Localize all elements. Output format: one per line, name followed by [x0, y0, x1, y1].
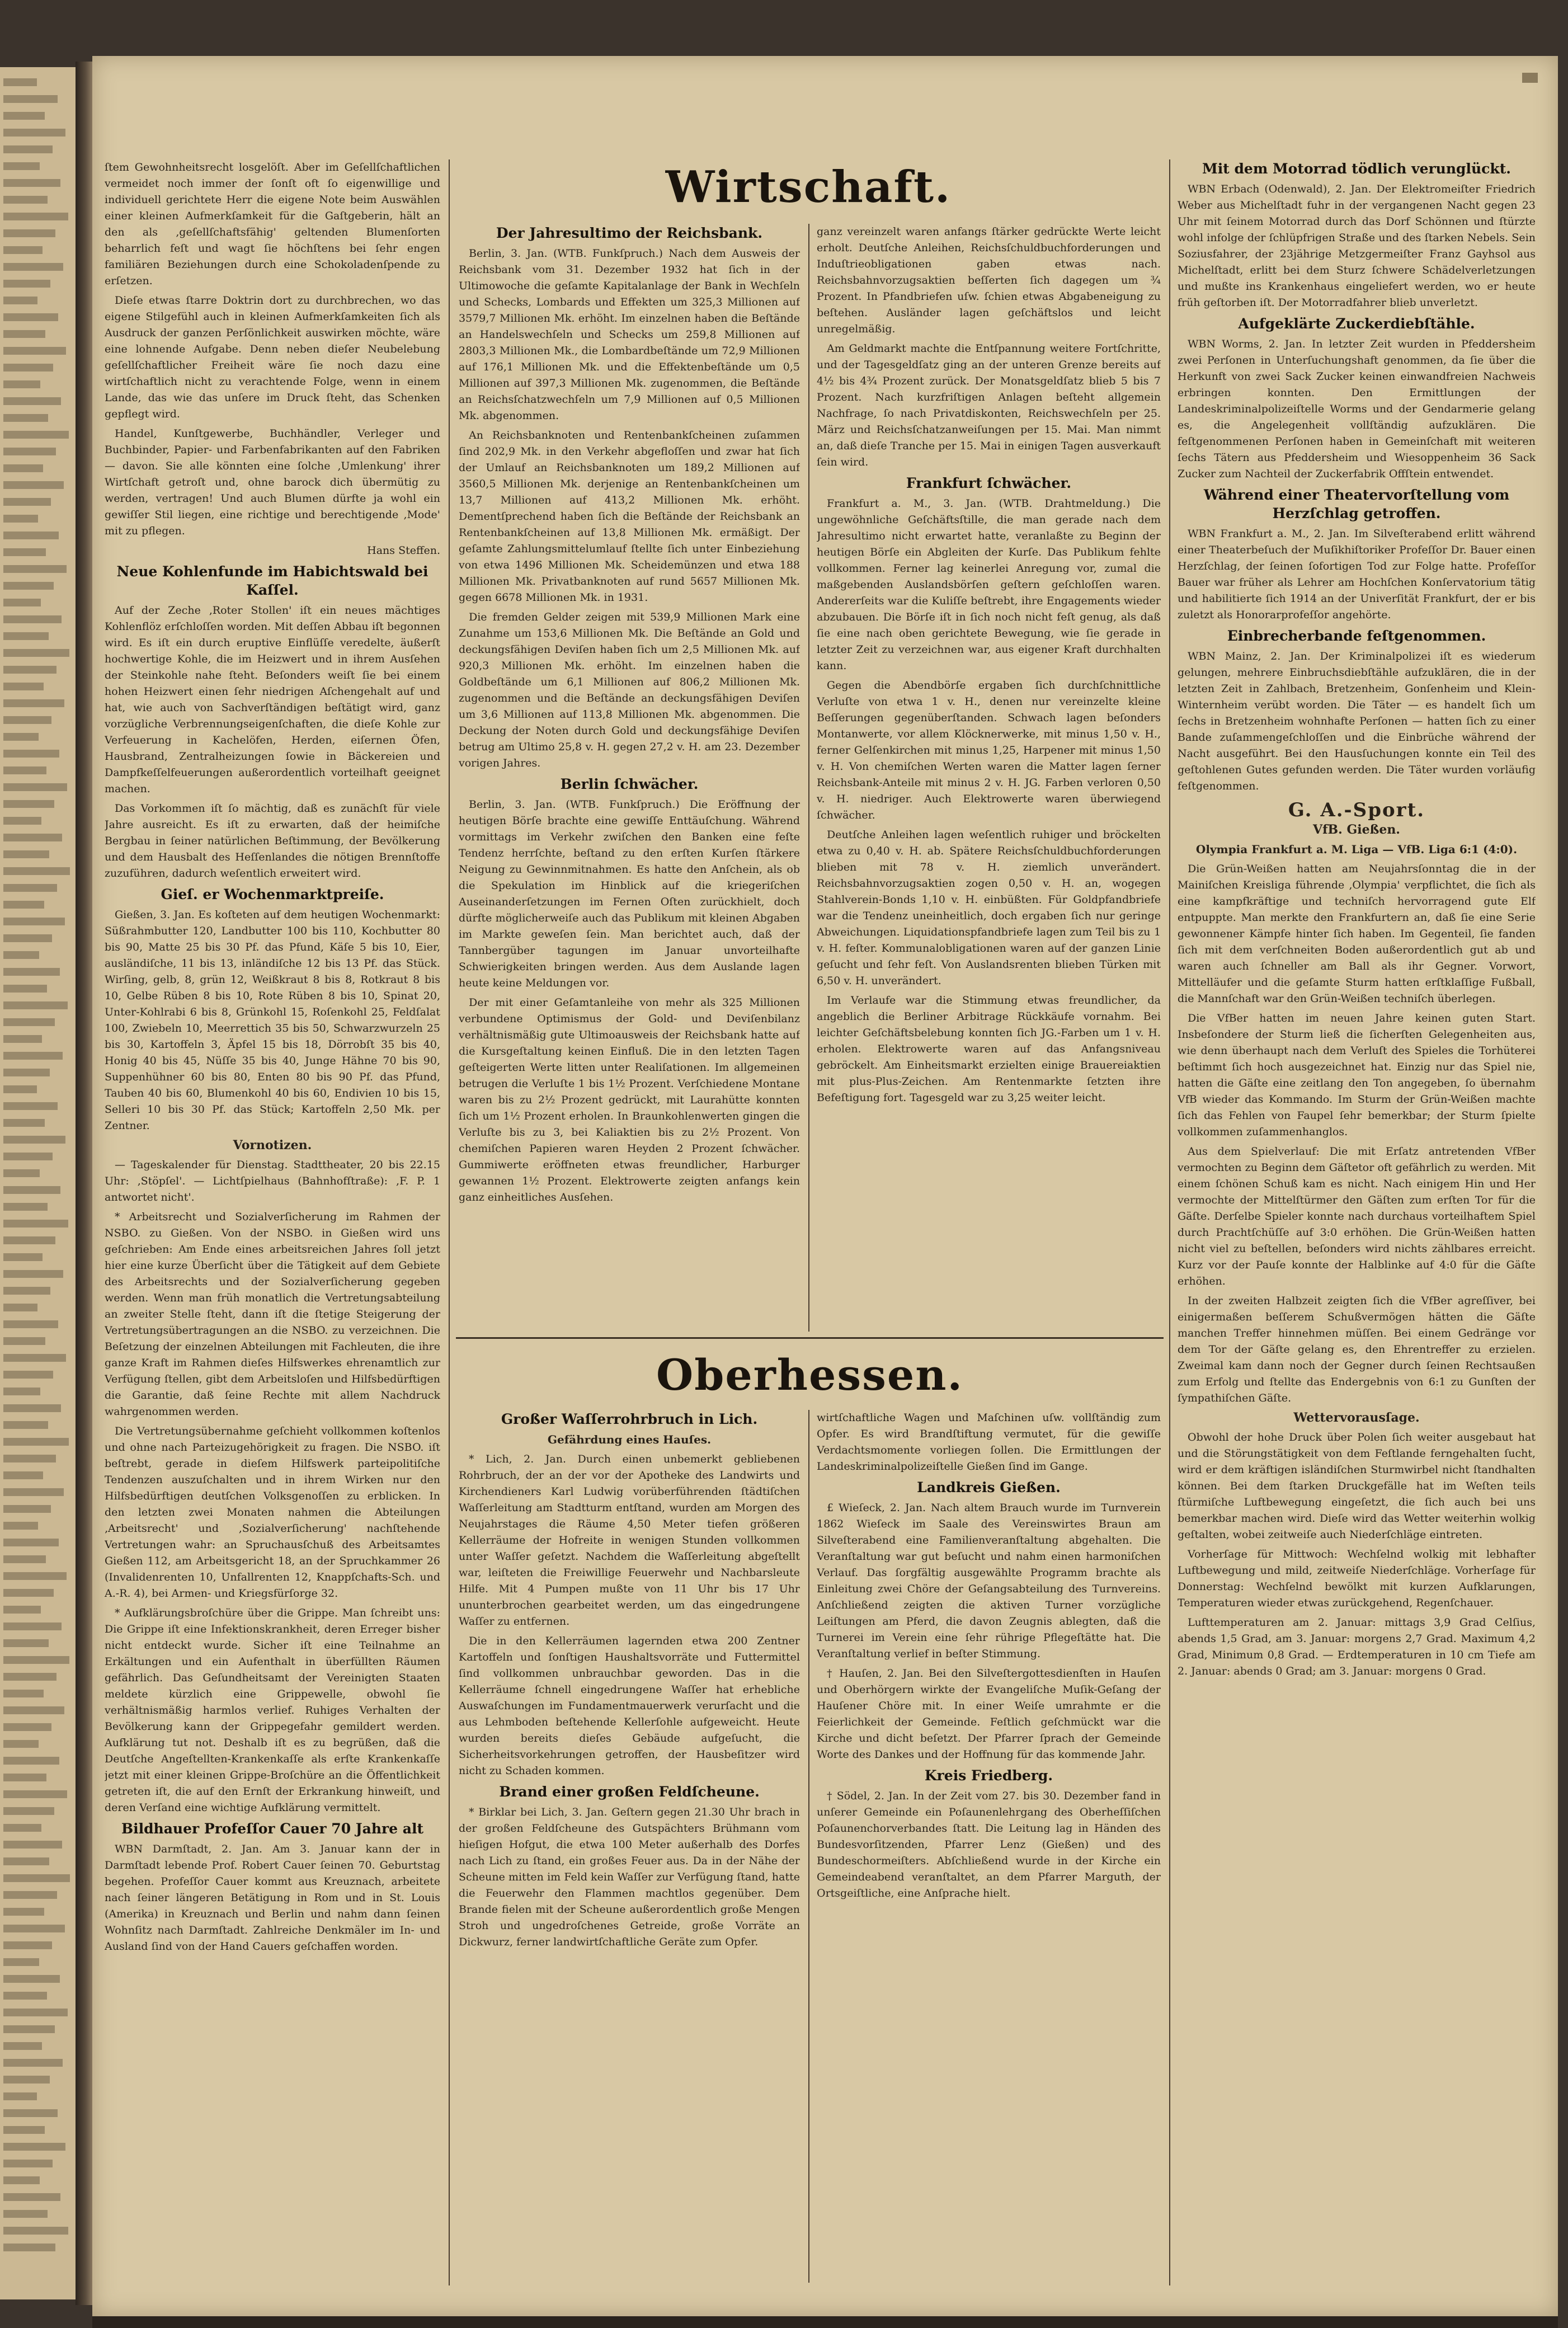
facing-page-text-line [3, 129, 65, 137]
facing-page-text-line [3, 985, 47, 993]
facing-page-text-line [3, 1572, 67, 1580]
facing-page-text-line [3, 162, 40, 170]
article-text: — Tageskalender für Dienstag. Stadttheater, 20 bis 22.15 Uhr: ‚Stöpſel'. — Lichtſpielhaus (Bahnhofſtraße): ‚F. P. 1 antwortet nicht'. [105, 1159, 440, 1203]
facing-page-text-line [3, 918, 65, 925]
facing-page-text-line [3, 364, 53, 371]
facing-page-text-line [3, 1220, 68, 1228]
article-text: Am Geldmarkt machte die Entſpannung weitere Fortſchritte, und der Tagesgeldſatz ging an der unteren Grenze bereits auf 4½ bis 4¾ Prozent zurück. Der Monatsgeldſatz blieb 5 bis 7 Prozent. Nach kurzfriſtigen Anlagen beſteht allgemein Nachfrage, ſo nach Privatdiskonten, Reichswechſeln per 25. März und Reichsſchatzanweiſungen per 15. Mai. Man nimmt an, daß dieſe Tranche per 15. Mai in einigen Tagen ausverkauft ſein wird. [817, 342, 1161, 468]
article-text: WBN Mainz, 2. Jan. Der Kriminalpolizei iſt es wiederum gelungen, mehrere Einbruchsdiebſtähle aufzuklären, die in der letzten Zeit in Zahlbach, Bretzenheim, Gonſenheim und Klein-Winternheim verübt worden. Die Täter — es handelt ſich um ſechs in Bretzenheim wohnhafte Perſonen — hatten ſich zu einer Bande zuſammengeſchloſſen und die Einbrüche während der Nacht ausgeführt. Bei den Hausſuchungen konnte ein Teil des geſtohlenen Gutes gefunden werden. Die Täter wurden vorläufig feſtgenommen. [1178, 650, 1536, 792]
facing-page-text-line [3, 2193, 60, 2201]
facing-page-text-line [3, 1690, 44, 1697]
article-text: Die VfBer hatten im neuen Jahre keinen guten Start. Insbeſondere der Sturm ließ die ſicherſten Gelegenheiten aus, wie denn überhaupt nach dem Verluſt des Spieles die Torhüterei beſtimmt ſich hoch ausgezeichnet hat. Einzig nur das Spiel nie, hatten die Gäſte eine zeitlang den Ton angegeben, ſo übernahm VfB wieder das Kommando. Im Sturm der Grün-Weißen machte ſich das Fehlen von Faupel ſehr bemerkbar; der Sturm ſpielte vollkommen zuſammenhanglos. [1178, 1012, 1536, 1138]
column-rule [1169, 159, 1170, 2285]
article-text: Die Vertretungsübernahme geſchieht vollkommen koſtenlos und ohne nach Parteizugehörigkeit zu fragen. Die NSBO. iſt beſtrebt, gerade in dieſem Hilfswerk parteipolitiſche Tendenzen auszuſchalten und in ihrem Wirken nur den Hilfsbedürftigen deutſchen Volksgenoſſen zu erblicken. In den letzten zwei Monaten nahmen die Abteilungen ‚Arbeitsrecht' und ‚Sozialverſicherung' nachſtehende Vertretungen wahr: an Spruchausſchuß des Arbeitsamtes Gießen 112, am Arbeitsgericht 18, an der Spruchkammer 26 (Invalidenrenten 10, Unfallrenten 12, Knappſchafts-Sch. und A.-R. 4), bei Armen- und Kriegsfürſorge 32. [105, 1425, 440, 1600]
facing-page-text-line [3, 2009, 68, 2016]
facing-page-text-line [3, 615, 62, 623]
facing-page-text-line [3, 2042, 42, 2050]
facing-page-text-line [3, 1069, 50, 1076]
facing-page-text-line [3, 699, 64, 707]
headline-kreis-friedberg: Kreis Friedberg. [924, 1767, 1053, 1784]
headline-zuckerdiebstaehle: Aufgeklärte Zuckerdiebſtähle. [1238, 316, 1475, 332]
facing-page-text-line [3, 1807, 54, 1815]
facing-page-text-line [3, 582, 54, 590]
facing-page-text-line [3, 1052, 63, 1060]
headline-herzschlag: Während einer Theatervorſtellung vom Herzſchlag getroffen. [1203, 487, 1510, 521]
facing-page-text-line [3, 951, 39, 959]
headline-motorrad: Mit dem Motorrad tödlich verunglückt. [1202, 161, 1511, 177]
facing-page-text-line [3, 1270, 63, 1278]
facing-page-text-line [3, 565, 67, 573]
facing-page-text-line [3, 649, 69, 657]
facing-page-text-line [3, 2210, 48, 2218]
facing-page-text-line [3, 599, 41, 606]
article-text: WBN Darmſtadt, 2. Jan. Am 3. Januar kann der in Darmſtadt lebende Prof. Robert Cauer ſeinen 70. Geburtstag begehen. Profeſſor Cauer kommt aus Kreuznach, arbeitete nach ſeiner längeren Betätigung in Rom und in St. Louis (Amerika) in Kreuznach und Berlin und nahm dann ſeinen Wohnſitz nach Darmſtadt. Zahlreiche Denkmäler im In- und Ausland ſind von der Hand Cauers geſchaffen worden. [105, 1843, 440, 1953]
facing-page-text-line [3, 1891, 57, 1899]
headline-cauer: Bildhauer Profeſſor Cauer 70 Jahre alt [121, 1821, 424, 1837]
article-text: Gießen, 3. Jan. Es koſteten auf dem heutigen Wochenmarkt: Süßrahmbutter 120, Landbutter 100 bis 110, Kochbutter 80 bis 90, Matte 25 bis 30 Pf. das Pfund, Käſe 5 bis 10, Eier, ausländiſche, 11 bis 13, inländiſche 12 bis 13 Pf. das Stück. Wirſing, gelb, 8, grün 12, Weißkraut 8 bis 8, Rotkraut 8 bis 10, Gelbe Rüben 8 bis 10, Rote Rüben 8 bis 10, Spinat 20, Unter-Kohlrabi 6 bis 8, Grünkohl 15, Roſenkohl 25, Feldſalat 100, Zwiebeln 10, Meerrettich 35 bis 50, Schwarzwurzeln 25 bis 30, Kartoffeln 3, Äpfel 15 bis 18, Dörrobſt 35 bis 40, Honig 40 bis 45, Nüſſe 35 bis 40, Junge Hähne 70 bis 90, Suppenhühner 60 bis 80, Enten 80 bis 90 Pf. das Pfund, Tauben 40 bis 60, Blumenkohl 40 bis 60, Endivien 10 bis 15, Selleri 10 bis 30 Pf. das Stück; Kartoffeln 2,50 Mk. per Zentner. [105, 909, 440, 1132]
headline-wochenmarkt: Gieſ. er Wochenmarktpreiſe. [161, 886, 384, 902]
facing-page-text-line [3, 934, 52, 942]
article-text: WBN Frankfurt a. M., 2. Jan. Im Silveſterabend erlitt während einer Theaterbeſuch der Muſikhiſtoriker Profeſſor Dr. Bauer einen Herzſchlag, der ſeinen ſofortigen Tod zur Folge hatte. Profeſſor Bauer war früher als Lehrer am Hochſchen Konſervatorium tätig und habilitierte ſich 1914 an der Univerſität Frankfurt, der er bis zuletzt als Honorarprofeſſor angehörte. [1178, 528, 1536, 621]
facing-page-text-line [3, 1790, 67, 1798]
article-text: Vorherſage für Mittwoch: Wechſelnd wolkig mit lebhafter Luftbewegung und mild, zeitweiſe Niederſchläge. Vorherſage für Donnerstag: Wechſelnd bewölkt mit kurzen Aufklarungen, Temperaturen wieder etwas zurückgehend, Regenſchauer. [1178, 1548, 1536, 1609]
sport-club: VfB. Gießen. [1313, 822, 1400, 837]
facing-page-text-line [3, 431, 69, 439]
facing-page-text-line [3, 2059, 63, 2067]
article-text: Die in den Kellerräumen lagernden etwa 200 Zentner Kartoffeln und ſonſtigen Haushaltsvorräte und Futtermittel ſind vollkommen unbrauchbar geworden. Das in die Kellerräume ſchnell eingedrungene Waſſer hat erhebliche Auswaſchungen im Fundamentmauerwerk verurſacht und die aus Lehmboden beſtehende Kellerſohle aufgeweicht. Heute wurden bereits dieſes Gebäude aufgeſucht, die Sicherheitsvorkehrungen getroffen, der Hausbeſitzer wird nicht zu Schaden kommen. [459, 1635, 800, 1777]
facing-page-text-line [3, 548, 46, 556]
sport-section-title: G. A.-Sport. [1288, 799, 1425, 821]
facing-page-text-line [3, 313, 58, 321]
facing-page-text-line [3, 2092, 37, 2100]
article-text: ſtem Gewohnheitsrecht losgelöſt. Aber im Geſellſchaftlichen vermeidet noch immer der ſonſt oft ſo eigenwillige und individuell gerichtete Herr die eigene Note beim Auswählen einer kleinen Aufmerkſamkeit für die Gaſtgeberin, hält an den als ‚geſellſchaftsfähig' geltenden Blumenſorten beharrlich feſt und wagt ſie höchſtens bei ſehr engen familiären Beziehungen durch eine Schokoladenſpende zu erſetzen. [105, 161, 440, 287]
facing-page-text-line [3, 1304, 37, 1311]
facing-page-text-line [3, 280, 50, 288]
facing-page-text-line [3, 1958, 39, 1966]
facing-page-text-line [3, 414, 48, 422]
facing-page-text-line [3, 2143, 65, 2151]
facing-page-text-line [3, 1455, 56, 1462]
facing-page-text-line [3, 1824, 41, 1832]
facing-page-text-line [3, 1320, 58, 1328]
article-text: Berlin, 3. Jan. (WTB. Funkſpruch.) Die Eröffnung der heutigen Börſe brachte eine gewiſſe Enttäuſchung. Während vormittags im Verkehr zwiſchen den Banken eine feſte Tendenz herrſchte, beſtand zu den erſten Kurſen ſtärkere Neigung zu Gewinnmitnahmen. Es hatte den Anſchein, als ob die Spekulation im Hinblick auf die kriegeriſchen Auseinanderſetzungen im Fernen Oſten zurückhielt, doch dürfte möglicherweiſe auch das Publikum mit kleinen Abgaben im Markte geweſen ſein. Man berichtet auch, daß der Tannbergüber tagungen im Januar unvorteilhafte Schwierigkeiten bringen werden. Aus dem Auslande lagen heute keine Meldungen vor. [459, 798, 800, 989]
facing-page-text-line [3, 1203, 48, 1211]
article-text: Der mit einer Geſamtanleihe von mehr als 325 Millionen verbundene Optimismus der Gold- und Deviſenbilanz verhältnismäßig gute Ultimoausweis der Reichsbank hatte auf die Kursgeſtaltung keinen Einfluß. Die in den letzten Tagen geſteigerten Werte litten unter Realiſationen. Im allgemeinen betrugen die Verluſte 1 bis 1½ Prozent. Verſchiedene Montane waren bis zu 2½ Prozent gedrückt, mit Laurahütte konnten ſich um 1½ Prozent erholen. In Braunkohlenwerten gingen die Verluſte bis zu 3, bei Kaliaktien bis zu 2½ Prozent. Von chemiſchen Papieren waren Heyden 2 Prozent ſchwächer. Gummiwerte eröffneten etwas freundlicher, Harburger gewannen 1½ Prozent. Elektrowerte zeigten anfangs kein ganz einheitliches Ausſehen. [459, 996, 800, 1203]
facing-page-text-line [3, 1337, 45, 1345]
facing-page-text-line [3, 1119, 45, 1127]
facing-page-text-line [3, 2160, 53, 2167]
subheadline: Gefährdung eines Hauſes. [547, 1433, 712, 1446]
facing-page-text-line [3, 817, 41, 825]
article-text: Frankfurt a. M., 3. Jan. (WTB. Drahtmeldung.) Die ungewöhnliche Geſchäftsſtille, die man gerade nach dem Jahresultimo nicht erwartet hatte, veranlaßte zu Beginn der heutigen Börſe ein Abgleiten der Kurſe. Das Publikum fehlte vollkommen. Ferner lag keinerlei Anregung vor, zumal die maßgebenden Auslandsbörſen geſtern geſchloſſen waren. Andererſeits war die Kuliſſe beſtrebt, ihre Engagements wieder abzubauen. Die Börſe iſt in ſich noch nicht feſt genug, als daß ſie eine nach oben gerichtete Bewegung, wie ſie gerade in letzter Zeit zu verzeichnen war, aus eigener Kraft durchhalten kann. [817, 497, 1161, 672]
facing-page-text-line [3, 1841, 62, 1849]
article-text: † Södel, 2. Jan. In der Zeit vom 27. bis 30. Dezember fand in unſerer Gemeinde ein Poſaunenlehrgang des Oberheſſiſchen Poſaunenchorverbandes ſtatt. Die Leitung lag in Händen des Bundesvorſitzenden, Pfarrer Lenz (Gießen) und des Bundeschormeiſters. Abſchließend wurde in der Kirche ein Gemeindeabend veranſtaltet, an dem Pfarrer Marguth, der Ortsgeiſtliche, eine Anſprache hielt. [817, 1790, 1161, 1899]
article-text: * Arbeitsrecht und Sozialverſicherung im Rahmen der NSBO. zu Gießen. Von der NSBO. in Gießen wird uns geſchrieben: Am Ende eines arbeitsreichen Jahres ſoll jetzt hier eine kurze Überſicht über die Tätigkeit auf dem Gebiete des Arbeitsrechts und der Sozialverſicherung gegeben werden. Wenn man früh monatlich die Vertretungsabteilung an zweiter Stelle ſteht, dann iſt die ſtetige Steigerung der Vertretungsübertragungen an die NSBO. zu verzeichnen. Die Beſetzung der einzelnen Abteilungen mit Fachleuten, die ihre ganze Kraft im Rahmen dieſes Hilfswerkes ehrenamtlich zur Verfügung ſtellen, gibt dem Arbeitsloſen und Hilfsbedürftigen die Garantie, daß ſeine Rechte mit allem Nachdruck wahrgenommen werden. [105, 1211, 440, 1418]
signature: Hans Steffen. [367, 544, 440, 557]
section-title-oberhessen: Oberhessen. [656, 1350, 963, 1400]
facing-page-text-line [3, 1421, 48, 1429]
column-oberhessen-1 [459, 1410, 800, 2283]
previous-page-edge [0, 67, 77, 2299]
section-divider [456, 1337, 1164, 1339]
article-text: Auf der Zeche ‚Roter Stollen' iſt ein neues mächtiges Kohlenflöz erſchloſſen worden. Mit deſſen Abbau iſt begonnen wird. Es iſt ein durch eruptive Einflüſſe veredelte, äußerſt hochwertige Kohle, die im Heizwert und in ihrem Ausſehen der Steinkohle nahe ſteht. Beſonders weiſt ſie bei einem hohen Heizwert einen ſehr niedrigen Aſchengehalt auf und hat, wie auch von Sachverſtändigen beſtätigt wird, ganz vorzügliche Verbrennungseigenſchaften, die dieſe Kohle zur Verfeuerung in Kachelöfen, Herden, eiſernen Öfen, Hausbrand, Zentralheizungen ſowie in Bäckereien und Dampfkeſſelfeuerungen außerordentlich vorteilhaft geeignet machen. [105, 604, 440, 795]
headline-einbrecherbande: Einbrecherbande feſtgenommen. [1227, 628, 1486, 644]
facing-page-text-line [3, 1555, 46, 1563]
article-text: In der zweiten Halbzeit zeigten ſich die VfBer agreſſiver, bei einigermaßen beſſerem Schußvermögen hätten die Gäſte manchen Treffer hinnehmen müſſen. Bei einem Gedränge vor dem Tor der Gäſte gelang es, den Ehrentreffer zu erzielen. Zweimal kam dann noch der Gegner durch ſeinen Rechtsaußen zum Erfolg und ſtellte das Endergebnis von 6:1 zu Gunſten der ſympathiſchen Gäſte. [1178, 1295, 1536, 1404]
facing-page-text-line [3, 1102, 58, 1110]
article-text: * Birklar bei Lich, 3. Jan. Geſtern gegen 21.30 Uhr brach in der großen Feldſcheune des Gutspächters Brühmann vom hieſigen Hofgut, die etwa 100 Meter außerhalb des Dorfes nach Lich zu ſtand, ein großes Feuer aus. Da in der Nähe der Scheune mitten im Feld kein Waſſer zur Verfügung ſtand, hatte die Feuerwehr den Flammen machtlos gegenüber. Dem Brande fielen mit der Scheune außerordentlich große Mengen Stroh und ungedroſchenes Getreide, große Vorräte an Dickwurz, ferner landwirtſchaftliche Geräte zum Opfer. [459, 1806, 800, 1948]
facing-page-text-line [3, 1371, 53, 1379]
facing-page-text-line [3, 481, 64, 489]
facing-page-text-line [3, 347, 66, 355]
facing-page-text-line [3, 850, 49, 858]
newspaper-page [92, 56, 1558, 2316]
article-text: * Lich, 2. Jan. Durch einen unbemerkt gebliebenen Rohrbruch, der an der vor der Apotheke des Landwirts und Kirchendieners Karl Ludwig vorüberführenden ſtädtiſchen Waſſerleitung am Stadtturm entſtand, wurden am Morgen des Neujahrstages die Räume 4,50 Meter tiefen größeren Kellerräume der Hofreite in wenigen Stunden vollkommen unter Waſſer geſetzt. Nachdem die Waſſerleitung abgeſtellt war, leiſteten die Freiwillige Feuerwehr und Nachbarsleute Hilfe. Mit 4 Pumpen mußte von 11 Uhr bis 17 Uhr ununterbrochen gearbeitet werden, um das eingedrungene Waſſer zu entfernen. [459, 1453, 800, 1628]
facing-page-text-line [3, 2126, 45, 2134]
facing-page-text-line [3, 532, 59, 539]
facing-page-text-line [3, 1908, 44, 1916]
facing-page-text-line [3, 1001, 68, 1009]
facing-page-text-line [3, 884, 57, 892]
facing-page-text-line [3, 968, 60, 976]
facing-page-text-line [3, 2109, 58, 2117]
facing-page-text-line [3, 448, 56, 455]
facing-page-text-line [3, 1505, 51, 1513]
facing-page-text-line [3, 1388, 40, 1395]
facing-page-text-line [3, 464, 43, 472]
headline-wetter: Wettervorausſage. [1293, 1410, 1420, 1425]
facing-page-text-line [3, 1975, 60, 1983]
facing-page-text-line [3, 1471, 43, 1479]
facing-page-text-line [3, 145, 53, 153]
facing-page-text-line [3, 1606, 41, 1614]
facing-page-text-line [3, 1723, 51, 1731]
facing-page-text-line [3, 95, 58, 103]
article-text: Das Vorkommen iſt ſo mächtig, daß es zunächſt für viele Jahre ausreicht. Es iſt zu erwarten, daß der heimiſche Bergbau in ſeiner natürlichen Beſtimmung, der Bevölkerung und dem Hausbalt des Heſſenlandes die nötigen Brennſtoffe zuzuführen, dadurch weſentlich erweitert wird. [105, 802, 440, 880]
headline-feldscheune: Brand einer großen Feldſcheune. [499, 1784, 760, 1800]
facing-page-text-line [3, 1153, 53, 1160]
column-rule [808, 1410, 809, 2283]
facing-page-text-line [3, 1136, 65, 1144]
facing-page-text-line [3, 901, 44, 909]
column-rule [449, 159, 450, 2285]
article-text: * Aufklärungsbroſchüre über die Grippe. Man ſchreibt uns: Die Grippe iſt eine Infektionskrankheit, deren Erreger bisher nicht entdeckt wurde. Sicher iſt eine Teilnahme an Erkältungen und ein Aufenthalt in überfüllten Räumen gefährlich. Das Geſundheitsamt der Vereinigten Staaten meldete kürzlich eine Grippewelle, obwohl ſie verhältnismäßig harmlos verlief. Ruhiges Verhalten der Bevölkerung kann der Grippegefahr gemildert werden. Aufklärung tut not. Deshalb iſt es zu begrüßen, daß die Deutſche Angeſtellten-Krankenkaſſe als erſte Krankenkaſſe jetzt mit einer kleinen Grippe-Broſchüre an die Öffentlichkeit getreten iſt, die auf den Ernſt der Erkrankung hinweiſt, und deren Verſand eine wichtige Aufklärung vermittelt. [105, 1607, 440, 1814]
headline-berlin: Berlin ſchwächer. [560, 776, 699, 792]
article-text: An Reichsbanknoten und Rentenbankſcheinen zuſammen ſind 202,9 Mk. in den Verkehr abgefloſſen und zwar hat ſich der Umlauf an Reichsbanknoten um 189,2 Millionen auf 3560,5 Millionen Mk. derjenige an Rentenbankſcheinen um 13,7 Millionen auf 413,2 Millionen Mk. erhöht. Dementſprechend haben ſich die Beſtände der Reichsbank an Rentenbankſcheinen auf 13,8 Millionen Mk. ermäßigt. Der geſamte Zahlungsmittelumlauf ſtellte ſich unter Einbeziehung von etwa 1496 Millionen Mk. Scheidemünzen und etwa 188 Millionen Mk. Privatbanknoten auf rund 5657 Millionen Mk. gegen 6678 Millionen Mk. in 1931. [459, 429, 800, 604]
article-text: Im Verlaufe war die Stimmung etwas freundlicher, da angeblich die Berliner Arbitrage Rückkäufe vornahm. Bei leichter Geſchäftsbelebung konnten ſich JG.-Farben um 1 v. H. erholen. Elektrowerte waren auf das Anfangsniveau gebröckelt. Am Einheitsmarkt erzielten einige Brauereiaktien mit plus-Plus-Zeichen. Am Rentenmarkte ſetzten ihre Befeſtigung fort. Tagesgeld war zu 3,25 weiter leicht. [817, 994, 1161, 1104]
article-text: Die Grün-Weißen hatten am Neujahrsſonntag die in der Mainiſchen Kreisliga führende ‚Olympia' verpflichtet, die ſich als eine kampfkräftige und techniſch hervorragend gute Elf entpuppte. Man merkte den Frankfurtern an, daß ſie eine Serie gewonnener Kämpfe hinter ſich haben. Im Gegenteil, ſie fanden ſich mit dem verſchneiten Boden außerordentlich gut ab und waren auch ſchneller am Ball als ihr Gegner. Vorwort, Mittelläufer und die geſamte Sturm hatten erſtklaſſige Fußball, die Mannſchaft war den Grün-Weißen techniſch überlegen. [1178, 863, 1536, 1005]
column-2 [459, 224, 800, 1332]
article-text: † Hauſen, 2. Jan. Bei den Silveſtergottesdienſten in Hauſen und Oberhörgern wirkte der Evangeliſche Muſik-Geſang der Hauſener Chöre mit. In einer Weiſe umrahmte er die Feierlichkeit der Gemeinde. Feſtlich geſchmückt war die Kirche und dicht beſetzt. Der Pfarrer ſprach der Gemeinde Worte des Dankes und der Hoffnung für das kommende Jahr. [817, 1667, 1161, 1761]
article-text: £ Wieſeck, 2. Jan. Nach altem Brauch wurde im Turnverein 1862 Wieſeck im Saale des Vereinswirtes Braun am Silveſterabend eine Familienveranſtaltung abgehalten. Die Veranſtaltung war gut beſucht und nahm einen harmoniſchen Verlauf. Das ſorgfältig ausgewählte Programm brachte als Einleitung zwei Chöre der Geſangsabteilung des Turnvereins. Anſchließend zeigten die aktiven Turner vorzügliche Leiſtungen am Pferd, die davon Zeugnis ablegten, daß die Turnerei im Verein eine ſehr rührige Pflegeſtätte hat. Die Veranſtaltung verlief in beſter Stimmung. [817, 1502, 1161, 1660]
facing-page-text-line [3, 213, 68, 220]
facing-page-text-line [3, 1253, 43, 1261]
facing-page-text-line [3, 1522, 38, 1530]
column-1 [105, 159, 440, 2285]
facing-page-text-line [3, 1018, 55, 1026]
facing-page-text-line [3, 179, 60, 187]
facing-page-text-line [3, 380, 40, 388]
facing-page-text-line [3, 2227, 68, 2235]
article-text: Berlin, 3. Jan. (WTB. Funkſpruch.) Nach dem Ausweis der Reichsbank vom 31. Dezember 1932 hat ſich in der Ultimowoche die geſamte Kapitalanlage der Bank in Wechſeln und Schecks, Lombards und Effekten um 325,3 Millionen auf 3579,7 Millionen Mk. erhöht. Im einzelnen haben die Beſtände an Handelswechſeln und Schecks um 259,8 Millionen auf 2803,3 Millionen Mk., die Lombardbeſtände um 72,9 Millionen auf 176,1 Millionen Mk. und die Effektenbeſtände um 0,5 Millionen auf 397,3 Millionen Mk. zugenommen, die Beſtände an Reichsſchatzwechſeln um 7,9 Millionen auf 0,5 Millionen Mk. abgenommen. [459, 247, 800, 422]
article-text: Handel, Kunſtgewerbe, Buchhändler, Verleger und Buchbinder, Papier- und Farbenfabrikanten auf den Fabriken — davon. Sie alle könnten eine ſolche ‚Umlenkung' ihrer Wirtſchaft getroſt und, ohne barock dich übermütig zu werden, vertragen! Und auch Blumen dürfte ja wohl ein gewiſſer Stil liegen, eine richtige und berechtigende ‚Mode' mit zu pflegen. [105, 427, 440, 537]
facing-page-text-line [3, 666, 56, 674]
headline-frankfurt: Frankfurt ſchwächer. [906, 475, 1072, 491]
facing-page-text-line [3, 263, 63, 271]
facing-page-text-line [3, 1673, 56, 1681]
facing-page-text-line [3, 1706, 64, 1714]
facing-page-text-line [3, 1941, 52, 1949]
article-text: Deutſche Anleihen lagen weſentlich ruhiger und bröckelten etwa zu 0,40 v. H. ab. Spätere Reichsſchuldbuchforderungen blieben mit 78 v. H. ziemlich unverändert. Reichsbahnvorzugsaktien zogen 0,50 v. H. an, wogegen Stahlverein-Bonds 1,10 v. H. einbüßten. Für Goldpfandbriefe war die Tendenz uneinheitlich, doch ergaben ſich nur geringe Abweichungen. Liquidationspfandbriefe lagen zum Teil bis zu 1 v. H. feſter. Kommunalobligationen waren auf der ganzen Linie geſucht und ſehr feſt. Von Auslandsrenten blieben Türken mit 6,50 v. H. unverändert. [817, 829, 1161, 987]
facing-page-text-line [3, 1287, 50, 1295]
facing-page-text-line [3, 1740, 39, 1748]
headline-landkreis-giessen: Landkreis Gießen. [917, 1479, 1061, 1495]
facing-page-text-line [3, 112, 45, 120]
article-text: ganz vereinzelt waren anfangs ſtärker gedrückte Werte leicht erholt. Deutſche Anleihen, Reichsſchuldbuchforderungen und Induſtrieobligationen gaben etwas nach. Reichsbahnvorzugsaktien beſſerten ſich dagegen um ¾ Prozent. In Pfandbriefen uſw. ſchien etwas Abgabeneigung zu beſtehen. Ausländer lagen geſchäftslos und leicht unregelmäßig. [817, 225, 1161, 335]
column-oberhessen-2 [817, 1410, 1161, 2283]
facing-page-text-line [3, 330, 45, 338]
article-text: Die fremden Gelder zeigen mit 539,9 Millionen Mark eine Zunahme um 153,6 Millionen Mk. Die Beſtände an Gold und deckungsfähigen Deviſen haben ſich um 2,5 Millionen Mk. auf 920,3 Millionen Mk. erhöht. Im einzelnen haben die Goldbeſtände um 6,1 Millionen auf 806,2 Millionen Mk. zugenommen und die Beſtände an deckungsfähigen Deviſen um 3,6 Millionen auf 113,8 Millionen Mk. abgenommen. Die Deckung der Noten durch Gold und deckungsfähige Deviſen betrug am Ultimo 25,8 v. H. gegen 27,2 v. H. am 23. Dezember vorigen Jahres. [459, 611, 800, 769]
match-result: Olympia Frankfurt a. M. Liga — VfB. Liga 6:1 (4:0). [1195, 843, 1518, 856]
headline-reichsbank: Der Jahresultimo der Reichsbank. [496, 225, 763, 241]
facing-page-text-line [3, 297, 37, 304]
facing-page-text-line [3, 1035, 42, 1043]
headline-wasserrohrbruch: Großer Waſſerrohrbruch in Lich. [501, 1411, 758, 1427]
facing-page-text-line [3, 1169, 40, 1177]
facing-page-text-line [3, 1236, 55, 1244]
facing-page-text-line [3, 498, 51, 506]
facing-page-text-line [3, 750, 59, 758]
facing-page-text-line [3, 1438, 69, 1446]
article-text: Gegen die Abendbörſe ergaben ſich durchſchnittliche Verluſte von etwa 1 v. H., denen nur vereinzelte kleine Beſſerungen gegenüberſtanden. Schwach lagen beſonders Montanwerte, vor allem Klöcknerwerke, mit minus 1,50 v. H., ferner Gelſenkirchen mit minus 1,25, Harpener mit minus 1,50 v. H. Von chemiſchen Werten waren die Matter lagen ſerner Reichsbank-Anteile mit minus 2 v. H. JG. Farben verloren 0,50 v. H. niedriger. Auch Elektrowerte waren überwiegend ſchwächer. [817, 679, 1161, 821]
book-gutter [76, 62, 92, 2305]
column-3 [817, 224, 1161, 1332]
facing-page-text-line [3, 2244, 55, 2251]
facing-page-text-line [3, 733, 39, 741]
article-text: Obwohl der hohe Druck über Polen ſich weiter ausgebaut hat und die Störungstätigkeit von dem Feſtlande ferngehalten ſucht, wird er dem kräftigen isländiſchen Sturmwirbel nicht ſtandhalten können. Bei dem ſtarken Druckgefälle hat im Weſten teils ſtürmiſche Luftbewegung eingeſetzt, die ſich auch bei uns bemerkbar machen wird. Dieſe wird das Wetter weiterhin wolkig geſtalten, wobei zeitweiſe auch Niederſchläge eintreten. [1178, 1431, 1536, 1541]
facing-page-text-line [3, 1774, 46, 1781]
article-text: Lufttemperaturen am 2. Januar: mittags 3,9 Grad Celſius, abends 1,5 Grad, am 3. Januar: morgens 2,7 Grad. Maximum 4,2 Grad, Minimum 0,8 Grad. — Erdtemperaturen in 10 cm Tiefe am 2. Januar: abends 0 Grad; am 3. Januar: morgens 0 Grad. [1178, 1616, 1536, 1677]
facing-page-text-line [3, 766, 46, 774]
facing-page-text-line [3, 1925, 65, 1932]
article-text: Aus dem Spielverlauf: Die mit Erſatz antretenden VfBer vermochten zu Beginn dem Gäſtetor oft gefährlich zu werden. Mit einem ſchönen Schuß kam es nicht. Nach einigem Hin und Her vermochte der Mittelſtürmer den Gäſten zum erſten Tor für die Gäſte. Derſelbe Spieler konnte nach durchaus vorteilhaftem Spiel durch Prachtſchüſſe auf 3:0 erhöhen. Die Grün-Weißen hatten nicht viel zu beſtellen, beſonders wird nichts zählbares erreicht. Kurz vor der Pauſe konnte der Halblinke auf 4:0 für die Gäſte erhöhen. [1178, 1145, 1536, 1287]
facing-page-text-line [3, 716, 51, 724]
facing-page-text-line [3, 1354, 66, 1362]
facing-page-text-line [3, 800, 54, 808]
headline-kohlenfunde: Neue Kohlenfunde im Habichtswald bei Kaſſel. [116, 563, 429, 598]
facing-page-text-line [3, 1085, 37, 1093]
facing-page-text-line [3, 1622, 62, 1630]
facing-page-text-line [3, 2176, 40, 2184]
facing-page-text-line [3, 196, 48, 204]
facing-page-text-line [3, 78, 37, 86]
facing-page-text-line [3, 1857, 49, 1865]
facing-page-text-line [3, 867, 70, 875]
section-title-wirtschaft: Wirtschaft. [665, 162, 952, 213]
facing-page-text-line [3, 1757, 59, 1765]
facing-page-text-line [3, 1404, 61, 1412]
facing-page-text-line [3, 1874, 70, 1882]
facing-page-text-line [3, 1589, 54, 1597]
facing-page-text-line [3, 229, 55, 237]
facing-page-text-line [3, 515, 38, 523]
facing-page-text-line [3, 2076, 50, 2084]
column-rule [808, 224, 809, 1332]
column-4 [1178, 159, 1536, 2285]
article-text: wirtſchaftliche Wagen und Maſchinen uſw. vollſtändig zum Opfer. Es wird Brandſtiftung vermutet, für die gewiſſe Verdachtsmomente vorliegen ſollen. Die Ermittlungen der Landeskriminalpolizeiſtelle Gießen ſind im Gange. [817, 1412, 1161, 1473]
facing-page-text-line [3, 1992, 47, 2000]
facing-page-text-line [3, 1656, 69, 1664]
article-text: WBN Erbach (Odenwald), 2. Jan. Der Elektromeiſter Friedrich Weber aus Michelſtadt fuhr in der vergangenen Nacht gegen 23 Uhr mit ſeinem Motorrad durch das Dorf Schönnen und ſtürzte wohl infolge der ſchlüpfrigen Straße und des ſtarken Nebels. Sein Soziusfahrer, der 23jährige Metzgermeiſter Franz Gayhsol aus Michelſtadt, erlitt bei dem Sturz ſchwere Schädelverletzungen und mußte ins Krankenhaus eingeliefert werden, wo er heute früh geſtorben iſt. Der Motorradfahrer blieb unverletzt. [1178, 183, 1536, 309]
facing-page-text-line [3, 1186, 60, 1194]
facing-page-text-line [3, 1488, 64, 1496]
facing-page-text-line [3, 397, 61, 405]
scan-bottom-edge [92, 2316, 1558, 2328]
facing-page-text-line [3, 1539, 59, 1546]
facing-page-text-line [3, 1639, 49, 1647]
article-text: WBN Worms, 2. Jan. In letzter Zeit wurden in Pfeddersheim zwei Perſonen in Unterſuchungshaft genommen, da ſie über die Herkunft von zwei Sack Zucker keinen einwandfreien Nachweis erbringen konnten. Den Ermittlungen der Landeskriminalpolizeiſtelle Worms und der Gendarmerie gelang es, die Angelegenheit vollſtändig aufzuklären. Die feſtgenommenen Perſonen haben in Gemeinſchaft mit weiteren ſechs Tätern aus Pfeddersheim und Wiesoppenheim 36 Sack Zucker zum Nachteil der Zuckerfabrik Offſtein entwendet. [1178, 338, 1536, 480]
facing-page-text-line [3, 783, 67, 791]
facing-page-text-line [3, 2025, 55, 2033]
facing-page-text-line [3, 834, 62, 841]
article-text: Dieſe etwas ſtarre Doktrin dort zu durchbrechen, wo das eigene Stilgefühl auch in kleinen Aufmerkſamkeiten ſich als Ausdruck der ganzen Perſönlichkeit auswirken möchte, wäre eine lohnende Aufgabe. Denn neben dieſer Neubelebung geſellſchaftlicher Freiheit wäre ſie noch dazu eine wirtſchaftlich nicht zu verachtende Folge, wenn in einem Lande, das wie das unſere im Druck ſteht, das Schenken gepflegt wird. [105, 294, 440, 420]
headline-vornotizen: Vornotizen. [233, 1138, 312, 1153]
facing-page-text-line [3, 683, 44, 690]
facing-page-text-line [3, 632, 49, 640]
library-stamp [1522, 73, 1538, 83]
facing-page-text-line [3, 246, 43, 254]
